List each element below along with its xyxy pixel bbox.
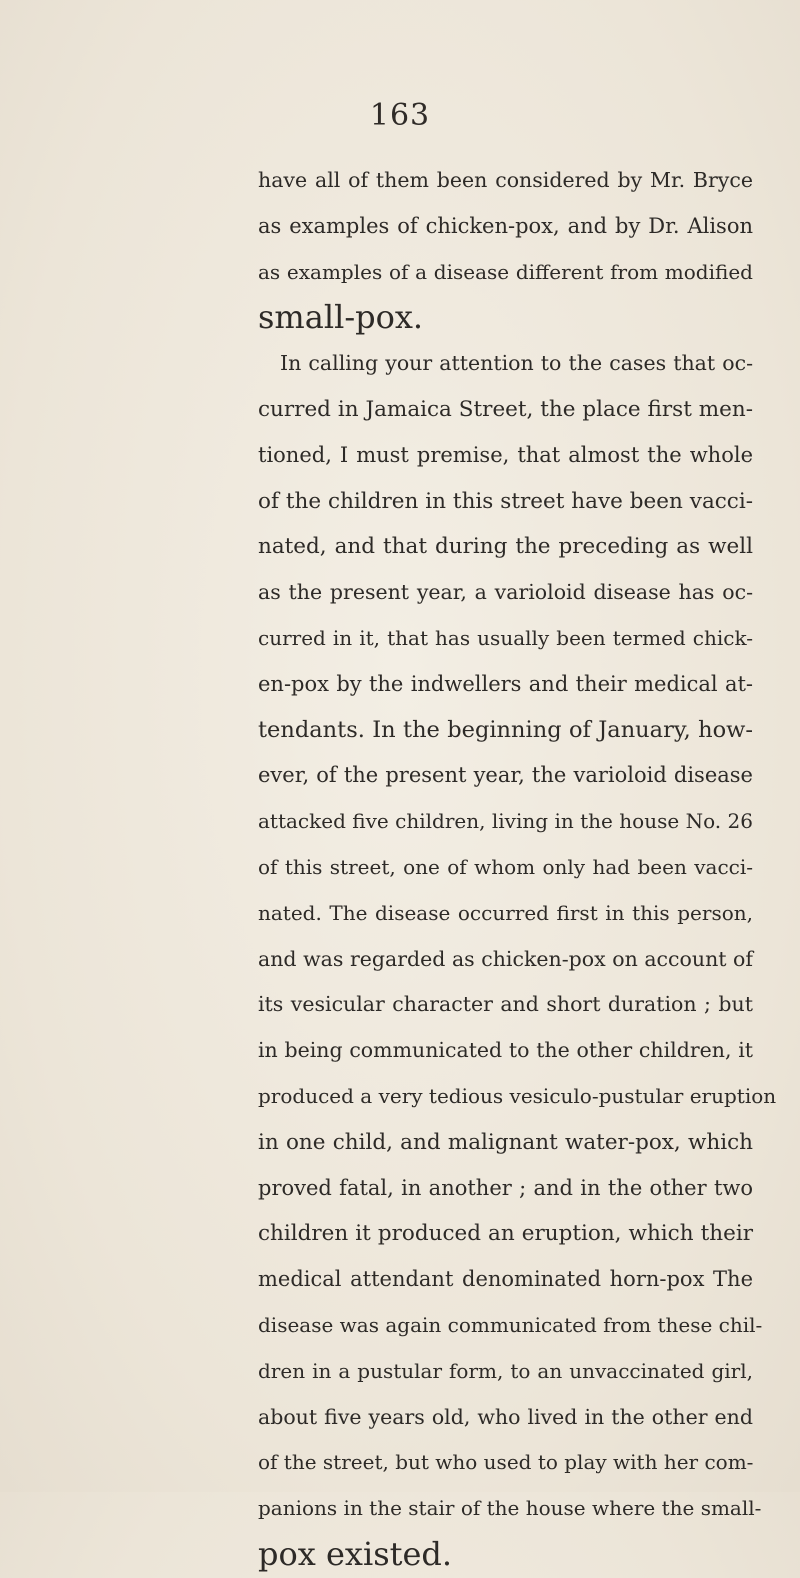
text-line: tendants. In the beginning of January, how- [258,716,753,743]
text-line: tioned, I must premise, that almost the whole [258,442,753,467]
text-line: small-pox. [258,298,424,337]
text-line: curred in it, that has usually been termed chick- [258,625,753,650]
text-line: of the street, but who used to play with her com- [258,1450,754,1475]
text-line: nated. The disease occurred first in this person, [258,900,753,925]
text-line: panions in the stair of the house where the small- [258,1496,762,1521]
text-line: proved fatal, in another ; and in the other two [258,1175,753,1200]
text-line: as examples of chicken-pox, and by Dr. Alison [258,213,753,238]
text-line: en-pox by the indwellers and their medical at- [258,671,753,696]
paragraph-start-line: In calling your attention to the cases that oc- [280,351,753,376]
text-line: as the present year, a varioloid disease has oc- [258,580,753,605]
text-line: its vesicular character and short duration ; but [258,992,753,1017]
text-line: curred in Jamaica Street, the place first men- [258,396,753,422]
text-line: about five years old, who lived in the other end [258,1404,753,1429]
text-line: and was regarded as chicken-pox on account of [258,946,753,971]
text-line: medical attendant denominated horn-pox The [258,1267,753,1292]
text-line: dren in a pustular form, to an unvaccinated girl, [258,1358,753,1383]
text-line: of the children in this street have been vacci- [258,488,753,514]
text-line: disease was again communicated from these chil- [258,1312,763,1337]
text-line: attacked five children, living in the house No. 26 [258,809,753,834]
text-line: children it produced an eruption, which their [258,1221,753,1247]
text-line: produced a very tedious vesiculo-pustular eruption [258,1083,777,1108]
text-line: of this street, one of whom only had been vacci- [258,854,753,879]
page-number: 163 [369,98,431,133]
text-line: have all of them been considered by Mr. Bryce [258,168,753,192]
body-text [258,158,777,1578]
text-line: as examples of a disease different from modified [258,259,753,284]
text-line: in being communicated to the other children, it [258,1038,753,1063]
text-line: in one child, and malignant water-pox, which [258,1129,753,1155]
text-line: nated, and that during the preceding as well [258,534,753,560]
text-line: ever, of the present year, the varioloid disease [258,763,753,788]
text-line: pox existed. [258,1534,453,1573]
